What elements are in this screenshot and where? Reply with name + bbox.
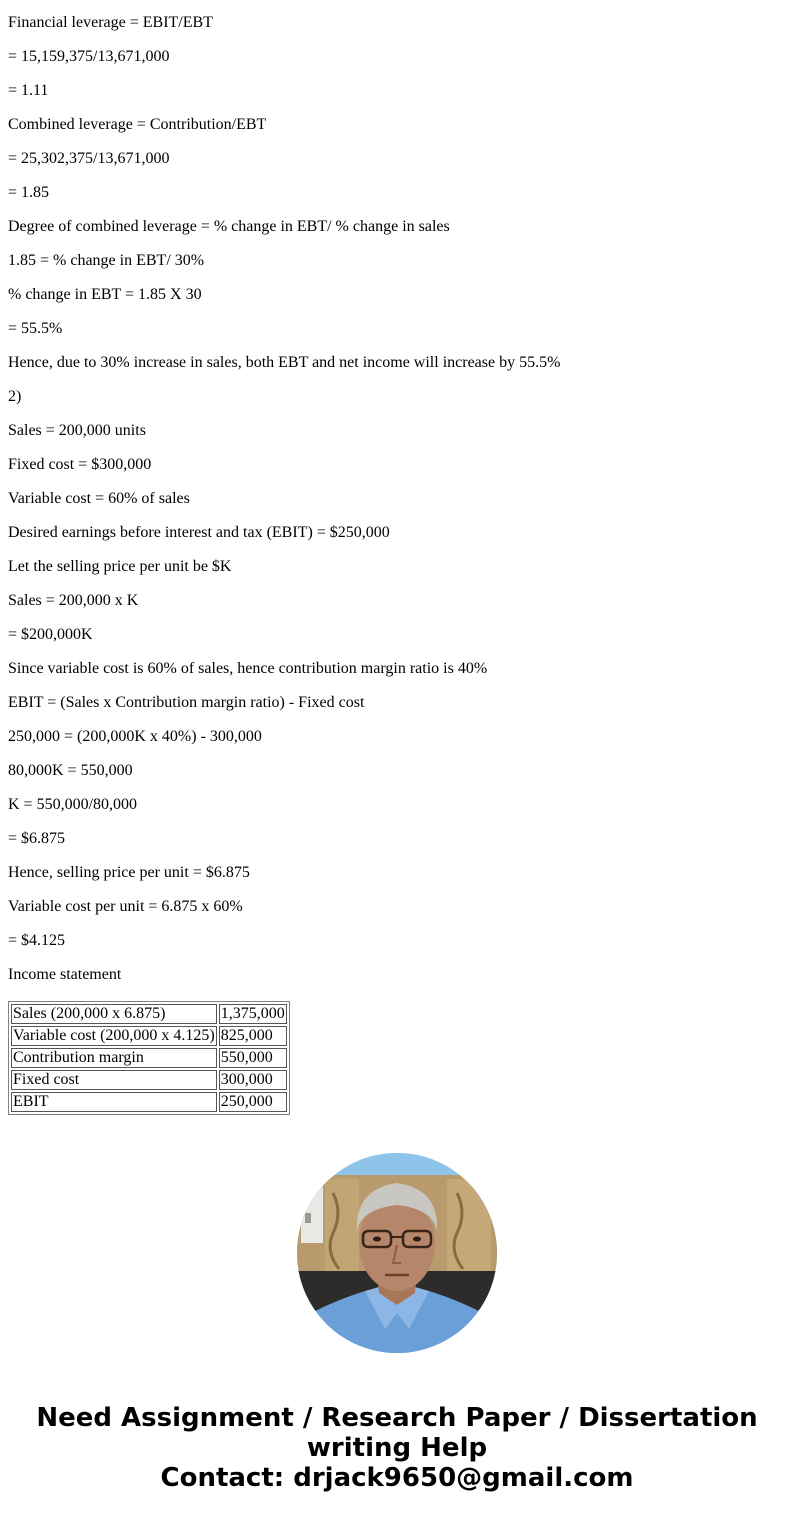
- text-line: Let the selling price per unit be $K: [8, 558, 232, 575]
- income-statement-table: [8, 1001, 290, 1115]
- text-line: = $4.125: [8, 932, 66, 949]
- person-portrait-icon: [297, 1153, 497, 1353]
- text-line: Sales = 200,000 x K: [8, 592, 139, 609]
- text-line: Hence, due to 30% increase in sales, both EBT and net income will increase by 55.5%: [8, 354, 561, 371]
- text-line: Combined leverage = Contribution/EBT: [8, 116, 267, 133]
- text-line: Variable cost per unit = 6.875 x 60%: [8, 898, 243, 915]
- text-line: Hence, selling price per unit = $6.875: [8, 864, 250, 881]
- text-line: Since variable cost is 60% of sales, hence contribution margin ratio is 40%: [8, 660, 488, 677]
- promo-banner: [0, 1403, 794, 1493]
- row-value: 250,000: [219, 1092, 287, 1112]
- row-label: EBIT: [11, 1092, 217, 1112]
- text-line: Sales = 200,000 units: [8, 422, 146, 439]
- solution-text: [8, 0, 786, 986]
- text-line: K = 550,000/80,000: [8, 796, 138, 813]
- text-line: = 15,159,375/13,671,000: [8, 48, 170, 65]
- row-label: Contribution margin: [11, 1048, 217, 1068]
- table-row: [11, 1092, 287, 1112]
- author-avatar: [297, 1153, 497, 1353]
- text-line: % change in EBT = 1.85 X 30: [8, 286, 202, 303]
- text-line: 250,000 = (200,000K x 40%) - 300,000: [8, 728, 262, 745]
- text-line: = 25,302,375/13,671,000: [8, 150, 170, 167]
- text-line: = 55.5%: [8, 320, 63, 337]
- text-line: = $200,000K: [8, 626, 93, 643]
- text-line: 80,000K = 550,000: [8, 762, 133, 779]
- text-line: 1.85 = % change in EBT/ 30%: [8, 252, 205, 269]
- row-label: Variable cost (200,000 x 4.125): [13, 1027, 215, 1044]
- table-row: [11, 1048, 287, 1068]
- text-line: Degree of combined leverage = % change in EBT/ % change in sales: [8, 218, 450, 235]
- section-number: 2): [8, 388, 22, 405]
- table-row: [11, 1026, 287, 1046]
- text-line: Financial leverage = EBIT/EBT: [8, 14, 213, 31]
- contact-email: Contact: drjack9650@gmail.com: [160, 1463, 634, 1493]
- text-line: = 1.85: [8, 184, 50, 201]
- text-line: = $6.875: [8, 830, 66, 847]
- row-label: Sales (200,000 x 6.875): [11, 1004, 217, 1024]
- row-value: 550,000: [219, 1048, 287, 1068]
- row-label: Fixed cost: [11, 1070, 217, 1090]
- row-value: 1,375,000: [220, 1005, 285, 1022]
- row-value: 825,000: [219, 1026, 287, 1046]
- income-statement-heading: Income statement: [8, 966, 122, 983]
- promo-line: Need Assignment / Research Paper / Dissertation: [36, 1403, 758, 1433]
- table-row: [11, 1004, 287, 1024]
- text-line: Fixed cost = $300,000: [8, 456, 152, 473]
- row-value: 300,000: [219, 1070, 287, 1090]
- table-row: [11, 1070, 287, 1090]
- text-line: Desired earnings before interest and tax (EBIT) = $250,000: [8, 524, 390, 541]
- promo-line: writing Help: [306, 1433, 488, 1463]
- text-line: EBIT = (Sales x Contribution margin ratio) - Fixed cost: [8, 694, 365, 711]
- text-line: Variable cost = 60% of sales: [8, 490, 190, 507]
- text-line: = 1.11: [8, 82, 49, 99]
